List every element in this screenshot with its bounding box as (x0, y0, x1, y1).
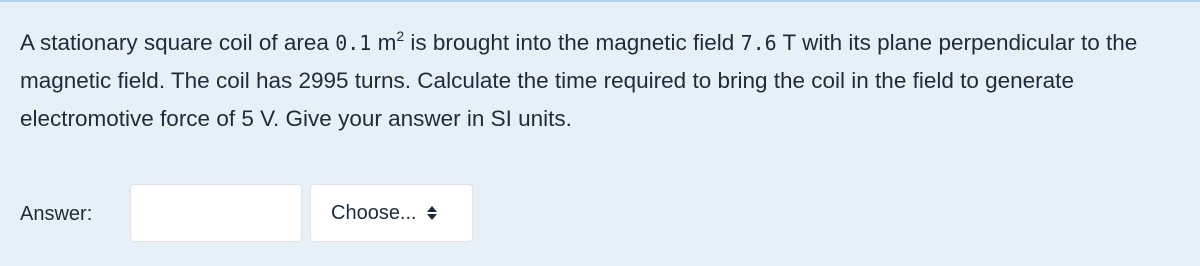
arrow-up-icon (427, 206, 437, 212)
unit-select[interactable] (310, 184, 473, 242)
question-part-1: A stationary square coil of area (20, 30, 336, 55)
unit-select-label: Choose... (331, 201, 417, 224)
answer-label: Answer: (20, 203, 93, 225)
area-exponent: 2 (396, 27, 405, 44)
question-part-3: T with its plane perpendicular to the magnetic field. The coil has 2995 turns. Calculate the time required to bring the coil in the field to generate electromotive force of 5 V. Give your answer in SI units. (20, 30, 1138, 131)
area-unit: m (371, 30, 397, 55)
question-part-2: is brought into the magnetic field (404, 30, 741, 55)
question-text (20, 24, 1185, 138)
answer-input[interactable] (130, 184, 302, 242)
area-value: 0.1 (335, 31, 372, 55)
field-value: 7.6 (740, 31, 777, 55)
select-arrows-icon (427, 206, 437, 220)
arrow-down-icon (427, 214, 437, 220)
